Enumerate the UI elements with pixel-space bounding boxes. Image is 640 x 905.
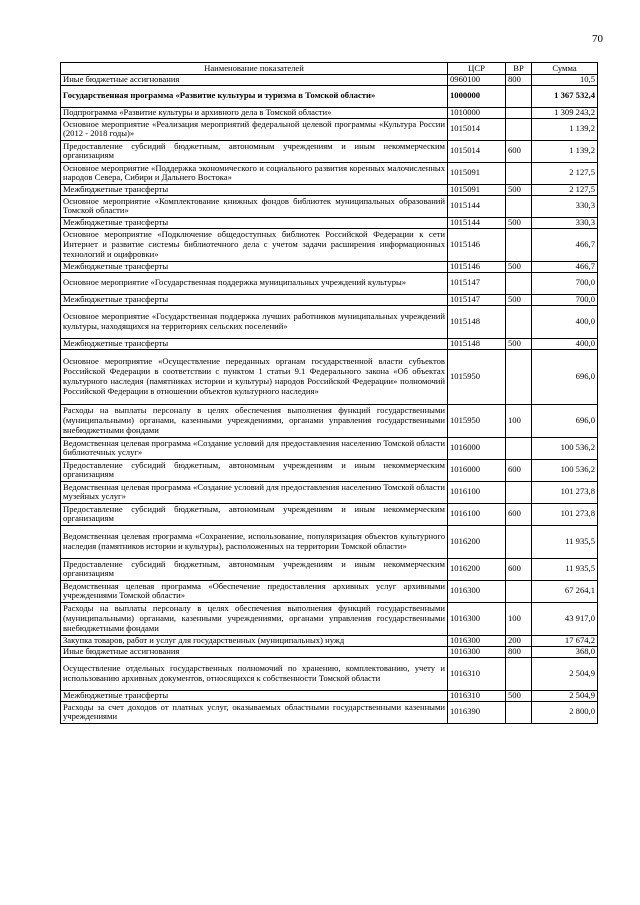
header-row xyxy=(61,63,598,75)
table-row xyxy=(61,162,598,184)
table-row xyxy=(61,459,598,481)
table-row xyxy=(61,338,598,349)
table-row xyxy=(61,503,598,525)
row-name-cell: Иные бюджетные ассигнования xyxy=(61,75,448,86)
row-vr-cell xyxy=(506,228,532,261)
row-sum-cell: 400,0 xyxy=(532,338,598,349)
row-sum-cell: 2 504,9 xyxy=(532,657,598,690)
row-name-cell: Расходы на выплаты персоналу в целях обеспечения выполнения функций государственными (муниципальными) органами, казенными учреждениями, органами управления государственными внебюджетными фондами xyxy=(61,602,448,635)
row-name-cell: Основное мероприятие «Государственная поддержка муниципальных учреждений культуры» xyxy=(61,272,448,294)
row-name-cell: Государственная программа «Развитие культуры и туризма в Томской области» xyxy=(61,85,448,107)
row-name-cell: Предоставление субсидий бюджетным, автономным учреждениям и иным некоммерческим организациям xyxy=(61,503,448,525)
table-row xyxy=(61,690,598,701)
row-sum-cell: 17 674,2 xyxy=(532,635,598,646)
table-row xyxy=(61,85,598,107)
row-sum-cell: 696,0 xyxy=(532,349,598,404)
row-vr-cell xyxy=(506,107,532,118)
row-sum-cell: 101 273,8 xyxy=(532,481,598,503)
table-row xyxy=(61,75,598,86)
row-sum-cell: 100 536,2 xyxy=(532,459,598,481)
row-csr-cell: 1016100 xyxy=(448,481,506,503)
row-csr-cell: 1015144 xyxy=(448,195,506,217)
row-csr-cell: 1000000 xyxy=(448,85,506,107)
row-sum-cell: 2 800,0 xyxy=(532,701,598,723)
table-row xyxy=(61,635,598,646)
row-vr-cell: 500 xyxy=(506,261,532,272)
row-name-cell: Предоставление субсидий бюджетным, автономным учреждениям и иным некоммерческим организациям xyxy=(61,140,448,162)
row-name-cell: Основное мероприятие «Комплектование книжных фондов библиотек муниципальных образований Томской области» xyxy=(61,195,448,217)
row-vr-cell xyxy=(506,349,532,404)
page-number: 70 xyxy=(592,33,603,45)
budget-table xyxy=(60,62,598,724)
row-vr-cell xyxy=(506,701,532,723)
row-name-cell: Основное мероприятие «Осуществление переданных органам государственной власти субъектов Российской Федерации в соответствии с пунктом 1 статьи 9.1 Федерального закона «Об объектах культурного наследия (памятниках истории и культуры) народов Российской Федерации» полномочий Российской Федерации в отношении объектов культурного наследия» xyxy=(61,349,448,404)
row-vr-cell xyxy=(506,195,532,217)
row-sum-cell: 330,3 xyxy=(532,195,598,217)
row-csr-cell: 1015146 xyxy=(448,261,506,272)
table-row xyxy=(61,602,598,635)
table-header xyxy=(61,63,598,75)
row-sum-cell: 67 264,1 xyxy=(532,580,598,602)
row-sum-cell: 11 935,5 xyxy=(532,525,598,558)
table-row xyxy=(61,646,598,657)
row-csr-cell: 1015950 xyxy=(448,404,506,437)
table-row xyxy=(61,217,598,228)
table-row xyxy=(61,558,598,580)
row-name-cell: Основное мероприятие «Подключение общедоступных библиотек Российской Федерации к сети Интернет и развитие системы библиотечного дела с учетом задачи расширения информационных технологий и оцифровки» xyxy=(61,228,448,261)
table-row xyxy=(61,580,598,602)
row-name-cell: Основное мероприятие «Поддержка экономического и социального развития коренных малочисленных народов Севера, Сибири и Дальнего Востока» xyxy=(61,162,448,184)
row-name-cell: Межбюджетные трансферты xyxy=(61,184,448,195)
row-csr-cell: 1015146 xyxy=(448,228,506,261)
table-body xyxy=(61,75,598,724)
row-csr-cell: 1016200 xyxy=(448,558,506,580)
table-row xyxy=(61,261,598,272)
row-vr-cell xyxy=(506,657,532,690)
row-sum-cell: 1 309 243,2 xyxy=(532,107,598,118)
row-sum-cell: 330,3 xyxy=(532,217,598,228)
table-row xyxy=(61,140,598,162)
row-vr-cell: 200 xyxy=(506,635,532,646)
row-csr-cell: 1016300 xyxy=(448,602,506,635)
row-vr-cell xyxy=(506,162,532,184)
row-sum-cell: 101 273,8 xyxy=(532,503,598,525)
row-name-cell: Подпрограмма «Развитие культуры и архивного дела в Томской области» xyxy=(61,107,448,118)
row-vr-cell: 800 xyxy=(506,75,532,86)
row-csr-cell: 1016310 xyxy=(448,690,506,701)
row-sum-cell: 100 536,2 xyxy=(532,437,598,459)
row-csr-cell: 1016300 xyxy=(448,580,506,602)
row-name-cell: Предоставление субсидий бюджетным, автономным учреждениям и иным некоммерческим организациям xyxy=(61,558,448,580)
row-csr-cell: 1016000 xyxy=(448,437,506,459)
table-row xyxy=(61,437,598,459)
row-sum-cell: 1 139,2 xyxy=(532,118,598,140)
row-sum-cell: 2 504,9 xyxy=(532,690,598,701)
row-name-cell: Межбюджетные трансферты xyxy=(61,261,448,272)
row-csr-cell: 1015147 xyxy=(448,294,506,305)
row-csr-cell: 1015148 xyxy=(448,305,506,338)
row-csr-cell: 1015148 xyxy=(448,338,506,349)
row-vr-cell: 600 xyxy=(506,140,532,162)
row-csr-cell: 1015014 xyxy=(448,118,506,140)
header-sum: Сумма xyxy=(532,63,598,75)
row-csr-cell: 1016300 xyxy=(448,646,506,657)
row-name-cell: Межбюджетные трансферты xyxy=(61,338,448,349)
table-row xyxy=(61,525,598,558)
table-row xyxy=(61,184,598,195)
row-name-cell: Межбюджетные трансферты xyxy=(61,217,448,228)
row-vr-cell: 100 xyxy=(506,602,532,635)
table-row xyxy=(61,228,598,261)
row-sum-cell: 1 367 532,4 xyxy=(532,85,598,107)
row-name-cell: Основное мероприятие «Реализация мероприятий федеральной целевой программы «Культура России (2012 - 2018 годы)» xyxy=(61,118,448,140)
row-sum-cell: 700,0 xyxy=(532,272,598,294)
table-row xyxy=(61,404,598,437)
row-vr-cell: 500 xyxy=(506,690,532,701)
row-vr-cell xyxy=(506,85,532,107)
row-csr-cell: 1015144 xyxy=(448,217,506,228)
row-name-cell: Расходы за счет доходов от платных услуг, оказываемых областными государственными казенными учреждениями xyxy=(61,701,448,723)
row-name-cell: Осуществление отдельных государственных полномочий по хранению, комплектованию, учету и использованию архивных документов, относящихся к собственности Томской области xyxy=(61,657,448,690)
row-name-cell: Иные бюджетные ассигнования xyxy=(61,646,448,657)
row-vr-cell: 100 xyxy=(506,404,532,437)
row-name-cell: Межбюджетные трансферты xyxy=(61,690,448,701)
row-csr-cell: 1015147 xyxy=(448,272,506,294)
row-vr-cell: 600 xyxy=(506,503,532,525)
row-vr-cell xyxy=(506,272,532,294)
row-name-cell: Основное мероприятие «Государственная поддержка лучших работников муниципальных учреждений культуры, находящихся на территориях сельских поселений» xyxy=(61,305,448,338)
table-row xyxy=(61,701,598,723)
row-vr-cell: 800 xyxy=(506,646,532,657)
table-row xyxy=(61,272,598,294)
row-sum-cell: 43 917,0 xyxy=(532,602,598,635)
table-row xyxy=(61,481,598,503)
row-vr-cell xyxy=(506,305,532,338)
table-row xyxy=(61,195,598,217)
row-vr-cell: 500 xyxy=(506,184,532,195)
row-sum-cell: 400,0 xyxy=(532,305,598,338)
table-row xyxy=(61,657,598,690)
row-vr-cell: 600 xyxy=(506,558,532,580)
row-vr-cell xyxy=(506,580,532,602)
row-sum-cell: 1 139,2 xyxy=(532,140,598,162)
row-name-cell: Расходы на выплаты персоналу в целях обеспечения выполнения функций государственными (муниципальными) органами, казенными учреждениями, органами управления государственными внебюджетными фондами xyxy=(61,404,448,437)
row-csr-cell: 1015014 xyxy=(448,140,506,162)
row-sum-cell: 11 935,5 xyxy=(532,558,598,580)
row-name-cell: Ведомственная целевая программа «Создание условий для предоставления населению Томской области библиотечных услуг» xyxy=(61,437,448,459)
row-csr-cell: 1016300 xyxy=(448,635,506,646)
row-name-cell: Межбюджетные трансферты xyxy=(61,294,448,305)
row-csr-cell: 1016310 xyxy=(448,657,506,690)
row-sum-cell: 466,7 xyxy=(532,228,598,261)
row-vr-cell xyxy=(506,481,532,503)
row-sum-cell: 696,0 xyxy=(532,404,598,437)
row-vr-cell xyxy=(506,525,532,558)
row-vr-cell: 600 xyxy=(506,459,532,481)
row-name-cell: Ведомственная целевая программа «Сохранение, использование, популяризация объектов культурного наследия (памятников истории и культуры), расположенных на территории Томской области» xyxy=(61,525,448,558)
row-csr-cell: 1015950 xyxy=(448,349,506,404)
row-csr-cell: 1016000 xyxy=(448,459,506,481)
table-row xyxy=(61,349,598,404)
row-name-cell: Закупка товаров, работ и услуг для государственных (муниципальных) нужд xyxy=(61,635,448,646)
table-row xyxy=(61,294,598,305)
row-sum-cell: 2 127,5 xyxy=(532,162,598,184)
row-sum-cell: 10,5 xyxy=(532,75,598,86)
header-csr: ЦСР xyxy=(448,63,506,75)
table-row xyxy=(61,107,598,118)
row-sum-cell: 2 127,5 xyxy=(532,184,598,195)
row-vr-cell: 500 xyxy=(506,338,532,349)
row-name-cell: Предоставление субсидий бюджетным, автономным учреждениям и иным некоммерческим организациям xyxy=(61,459,448,481)
row-name-cell: Ведомственная целевая программа «Обеспечение предоставления архивных услуг архивными учреждениями Томской области» xyxy=(61,580,448,602)
row-vr-cell: 500 xyxy=(506,294,532,305)
row-vr-cell xyxy=(506,437,532,459)
row-csr-cell: 1015091 xyxy=(448,162,506,184)
row-sum-cell: 368,0 xyxy=(532,646,598,657)
row-csr-cell: 1016100 xyxy=(448,503,506,525)
table-row xyxy=(61,118,598,140)
row-vr-cell xyxy=(506,118,532,140)
header-name: Наименование показателей xyxy=(61,63,448,75)
row-csr-cell: 1016200 xyxy=(448,525,506,558)
row-csr-cell: 1015091 xyxy=(448,184,506,195)
row-csr-cell: 1010000 xyxy=(448,107,506,118)
row-sum-cell: 466,7 xyxy=(532,261,598,272)
row-csr-cell: 1016390 xyxy=(448,701,506,723)
table-row xyxy=(61,305,598,338)
header-vr: ВР xyxy=(506,63,532,75)
row-name-cell: Ведомственная целевая программа «Создание условий для предоставления населению Томской области музейных услуг» xyxy=(61,481,448,503)
row-vr-cell: 500 xyxy=(506,217,532,228)
row-csr-cell: 0960100 xyxy=(448,75,506,86)
row-sum-cell: 700,0 xyxy=(532,294,598,305)
